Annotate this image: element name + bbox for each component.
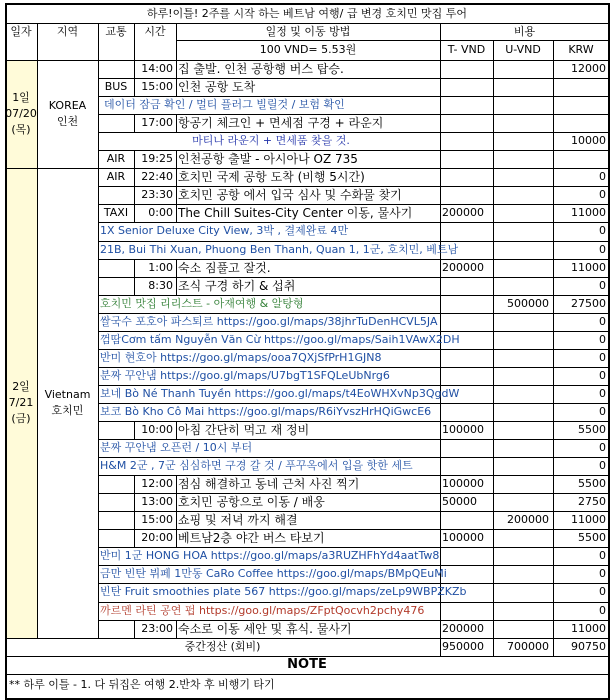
row-description: 빈탄 Fruit smoothies plate 567 https://goo.gl/maps/zeLp9WBPZKZb [100, 585, 467, 599]
row-krw: 0 [599, 224, 606, 238]
grid-line [176, 475, 177, 493]
row-uvnd [495, 421, 549, 439]
row-tvnd [442, 403, 491, 421]
row-time: 23:00 [141, 621, 173, 635]
row-tvnd: 200000 [442, 260, 484, 274]
row-tvnd: 50000 [442, 495, 477, 509]
row-description: 금만 빈탄 뷔페 1만동 CaRo Coffee https://goo.gl/maps/BMpQEuMi [100, 567, 447, 581]
row-transport [98, 475, 134, 493]
grid-line [176, 421, 177, 439]
row-time: 15:00 [141, 80, 173, 94]
row-description: 21B, Bui Thi Xuan, Phuong Ben Thanh, Quan 1, 1군, 호치민, 베트남 [100, 242, 459, 256]
row-tvnd [442, 78, 491, 96]
row-tvnd [442, 457, 491, 475]
grid-line [176, 186, 177, 204]
row-description: 보코 Bò Kho Cô Mai https://goo.gl/maps/R6iYvszHrHQiGwcE6 [100, 404, 432, 418]
row-krw: 0 [599, 314, 606, 328]
row-uvnd [495, 96, 549, 114]
row-tvnd [442, 511, 491, 529]
row-tvnd: 200000 [442, 206, 484, 220]
row-krw [555, 114, 606, 132]
row-uvnd [495, 349, 549, 367]
row-uvnd [495, 313, 549, 331]
grid-line [176, 78, 177, 96]
row-description: 1X Senior Deluxe City View, 3박 , 결제완료 4만 [100, 224, 349, 238]
row-description: 분짜 꾸안냄 오픈런 / 10시 부터 [100, 441, 253, 455]
grid-line [176, 529, 177, 547]
row-time: 1:00 [148, 260, 173, 274]
row-description: 항공기 체크인 + 면세점 구경 + 라운지 [178, 116, 384, 131]
sheet-title: 하루!이틀! 2주를 시작 하는 베트남 여행/ 급 변경 호치민 맛집 투어 [146, 7, 468, 20]
day2-label-1: 2일 [12, 379, 30, 393]
header-region: 지역 [56, 25, 79, 38]
row-tvnd [442, 439, 491, 457]
row-uvnd [495, 186, 549, 204]
row-tvnd: 100000 [442, 423, 484, 436]
row-description: 껌땀Cơm tấm Nguyễn Văn Cừ https://goo.gl/maps/Saih1VAwX2DH [100, 332, 460, 346]
row-uvnd [495, 277, 549, 295]
grid-line [176, 114, 177, 132]
row-description: 숙소 짐풀고 잘것. [178, 260, 271, 275]
row-uvnd [495, 403, 549, 421]
day1-label-2: 07/20 [5, 107, 37, 121]
row-tvnd [442, 168, 491, 186]
row-tvnd: 100000 [442, 531, 484, 545]
row-tvnd [442, 150, 491, 168]
row-time: 23:30 [141, 188, 173, 202]
row-krw: 11000 [571, 206, 606, 220]
day1-label-1: 1일 [12, 91, 30, 105]
row-description: 데이터 잠금 확인 / 멀티 플러그 빌릴것 / 보험 확인 [104, 98, 345, 112]
row-uvnd [495, 583, 549, 601]
row-description: 베트남2층 야간 버스 타보기 [178, 531, 325, 546]
row-uvnd [495, 565, 549, 583]
row-tvnd [442, 583, 491, 601]
header-tvnd: T- VND [447, 43, 486, 56]
row-time: 12:00 [141, 477, 173, 491]
row-description: 반미 현호아 https://goo.gl/maps/ooa7QXjSfPrH1GJN8 [100, 350, 382, 364]
row-description: 분짜 꾸안냄 https://goo.gl/maps/U7bgT1SFQLeUbNrg6 [100, 368, 390, 382]
summary-uvnd: 700000 [507, 639, 549, 653]
header-transport: 교통 [105, 25, 127, 38]
row-krw: 0 [599, 386, 606, 400]
row-transport: AIR [106, 170, 126, 184]
row-uvnd [495, 331, 549, 349]
row-uvnd [495, 385, 549, 403]
exchange-rate: 100 VND= 5.53원 [259, 43, 357, 56]
row-uvnd [495, 439, 549, 457]
day1-label-3: (목) [11, 123, 31, 137]
row-description: 인천 공항 도착 [178, 80, 256, 95]
row-time: 13:00 [141, 495, 173, 509]
row-uvnd [495, 114, 549, 132]
row-tvnd [442, 385, 491, 403]
row-krw: 0 [599, 332, 606, 346]
row-krw: 0 [599, 603, 606, 617]
date-column-bg [7, 61, 37, 638]
row-tvnd [442, 222, 491, 240]
row-tvnd [442, 60, 491, 78]
summary-krw: 90750 [571, 639, 606, 653]
row-transport [98, 60, 134, 78]
row-krw [555, 78, 606, 96]
row-krw: 0 [599, 549, 606, 563]
row-krw: 12000 [571, 62, 606, 75]
row-time: 14:00 [141, 62, 173, 75]
day1-region-1: KOREA [48, 99, 87, 113]
row-uvnd: 500000 [507, 296, 549, 310]
grid-line [176, 60, 177, 78]
grid-line [176, 23, 177, 60]
row-tvnd [442, 547, 491, 565]
row-uvnd [495, 132, 549, 150]
row-uvnd [495, 457, 549, 475]
row-uvnd [495, 78, 549, 96]
row-krw: 0 [599, 404, 606, 418]
row-uvnd [495, 241, 549, 259]
row-uvnd [495, 168, 549, 186]
row-tvnd [442, 186, 491, 204]
row-krw: 11000 [571, 513, 606, 527]
grid-line [176, 204, 177, 222]
day2-region-1: Vietnam [44, 387, 91, 401]
summary-label: 중간정산 (회비) [184, 639, 261, 653]
row-krw: 10000 [571, 134, 606, 148]
row-description: 까르멘 라틴 공연 펍 https://goo.gl/maps/ZFptQocvh2pchy476 [100, 603, 425, 617]
row-description: 인천공항 출발 - 아시아나 OZ 735 [178, 152, 358, 167]
header-schedule: 일정 및 이동 방법 [265, 25, 351, 38]
day1-region-2: 인천 [56, 115, 79, 129]
row-uvnd [495, 529, 549, 547]
grid-line [176, 493, 177, 511]
row-tvnd [442, 331, 491, 349]
grid-line [5, 674, 609, 675]
row-krw: 0 [599, 278, 606, 292]
day2-region-2: 호치민 [51, 403, 84, 417]
row-uvnd [495, 547, 549, 565]
grid-line [176, 150, 177, 168]
row-time: 20:00 [141, 531, 173, 545]
note-title: NOTE [287, 656, 327, 672]
row-time: 0:00 [148, 206, 173, 220]
row-uvnd [495, 493, 549, 511]
row-krw: 5500 [578, 423, 606, 436]
row-tvnd: 100000 [442, 477, 484, 491]
row-description: 보네 Bò Né Thanh Tuyền https://goo.gl/maps/t4EoWHXvNp3QgdW [100, 386, 460, 400]
row-krw: 0 [599, 585, 606, 599]
row-krw: 5500 [578, 477, 606, 491]
row-krw: 11000 [571, 260, 606, 274]
row-uvnd [495, 259, 549, 277]
row-description: 점심 해결하고 동네 근처 사진 찍기 [178, 477, 360, 492]
row-tvnd: 200000 [442, 621, 484, 635]
grid-line [176, 259, 177, 277]
grid-line [134, 23, 135, 60]
grid-line [176, 620, 177, 638]
row-description: 호치민 공항으로 이동 / 배웅 [178, 495, 325, 510]
row-uvnd [495, 475, 549, 493]
row-krw: 2750 [578, 495, 606, 509]
grid-line [176, 277, 177, 295]
row-krw: 0 [599, 242, 606, 256]
row-uvnd [495, 222, 549, 240]
row-tvnd [442, 313, 491, 331]
row-time: 10:00 [141, 423, 173, 436]
row-krw: 0 [599, 350, 606, 364]
row-tvnd [442, 367, 491, 385]
grid-line [176, 511, 177, 529]
row-krw: 27500 [571, 296, 606, 310]
header-uvnd: U-VND [505, 43, 541, 56]
row-krw: 0 [599, 170, 606, 184]
row-tvnd [442, 602, 491, 620]
grid-line [608, 3, 610, 700]
row-transport: TAXI [103, 206, 129, 220]
row-transport: BUS [104, 80, 128, 94]
row-uvnd [495, 150, 549, 168]
row-description: 호치민 공항 에서 입국 심사 및 수화물 찾기 [178, 188, 402, 203]
row-transport [98, 277, 134, 295]
row-transport: AIR [106, 152, 126, 166]
row-description: 조식 구경 하기 & 섭취 [178, 278, 296, 293]
row-krw: 11000 [571, 621, 606, 635]
note-text: ** 하루 이틀 - 1. 다 뒤집은 여행 2.반차 후 비행기 타기 [9, 677, 275, 691]
header-time: 시간 [144, 25, 166, 38]
row-transport [98, 186, 134, 204]
row-description: The Chill Suites-City Center 이동, 물사기 [178, 206, 413, 221]
row-krw: 0 [599, 368, 606, 382]
header-cost: 비용 [513, 25, 536, 38]
row-description: 마티나 라운지 + 면세품 찾을 것. [192, 134, 350, 148]
row-tvnd [442, 349, 491, 367]
row-description: 반미 1군 HONG HOA https://goo.gl/maps/a3RUZHFhYd4aatTw8 [100, 549, 440, 563]
row-krw [555, 96, 606, 114]
row-krw: 0 [599, 567, 606, 581]
header-krw: KRW [568, 43, 594, 56]
grid-line [5, 698, 609, 700]
row-uvnd [495, 367, 549, 385]
row-transport [98, 529, 134, 547]
row-krw [555, 150, 606, 168]
row-krw: 0 [599, 459, 606, 473]
row-time: 17:00 [141, 116, 173, 130]
row-krw: 0 [599, 441, 606, 455]
row-uvnd [495, 60, 549, 78]
row-transport [98, 493, 134, 511]
row-tvnd [442, 241, 491, 259]
row-description: H&M 2군 , 7군 심심하면 구경 갈 것 / 푸꾸옥에서 입을 핫한 세트 [100, 459, 413, 473]
row-description: 쌀국수 포호아 파스퇴르 https://goo.gl/maps/38jhrTuDenHCVL5JA [100, 314, 438, 328]
grid-line [176, 168, 177, 186]
summary-tvnd: 950000 [442, 639, 484, 653]
row-krw: 0 [599, 188, 606, 202]
row-uvnd [495, 602, 549, 620]
row-description: 호치민 국제 공항 도착 (비행 5시간) [178, 170, 365, 185]
row-uvnd [495, 204, 549, 222]
row-uvnd [495, 620, 549, 638]
row-uvnd: 200000 [507, 513, 549, 527]
row-transport [98, 511, 134, 529]
row-tvnd [442, 295, 491, 313]
row-time: 8:30 [148, 278, 173, 292]
day2-label-2: 7/21 [8, 395, 34, 409]
row-time: 19:25 [141, 152, 173, 166]
day2-label-3: (금) [11, 411, 31, 425]
row-tvnd [442, 565, 491, 583]
row-time: 15:00 [141, 513, 173, 527]
row-tvnd [442, 132, 491, 150]
row-time: 22:40 [141, 170, 173, 184]
header-date: 일자 [10, 25, 32, 38]
row-tvnd [442, 114, 491, 132]
row-transport [98, 114, 134, 132]
row-description: 아침 간단히 먹고 재 정비 [178, 423, 310, 437]
row-tvnd [442, 96, 491, 114]
row-description: 집 출발. 인천 공항행 버스 탑승. [178, 62, 344, 76]
row-krw: 5500 [578, 531, 606, 545]
row-transport [98, 620, 134, 638]
row-description: 숙소로 이동 세안 및 휴식. 물사기 [178, 621, 352, 636]
row-tvnd [442, 277, 491, 295]
row-description: 호치민 맛집 리리스트 - 아재여행 & 알탕형 [100, 296, 304, 310]
row-transport [98, 421, 134, 439]
row-description: 쇼핑 및 저녁 까지 해결 [178, 513, 298, 528]
row-transport [98, 259, 134, 277]
